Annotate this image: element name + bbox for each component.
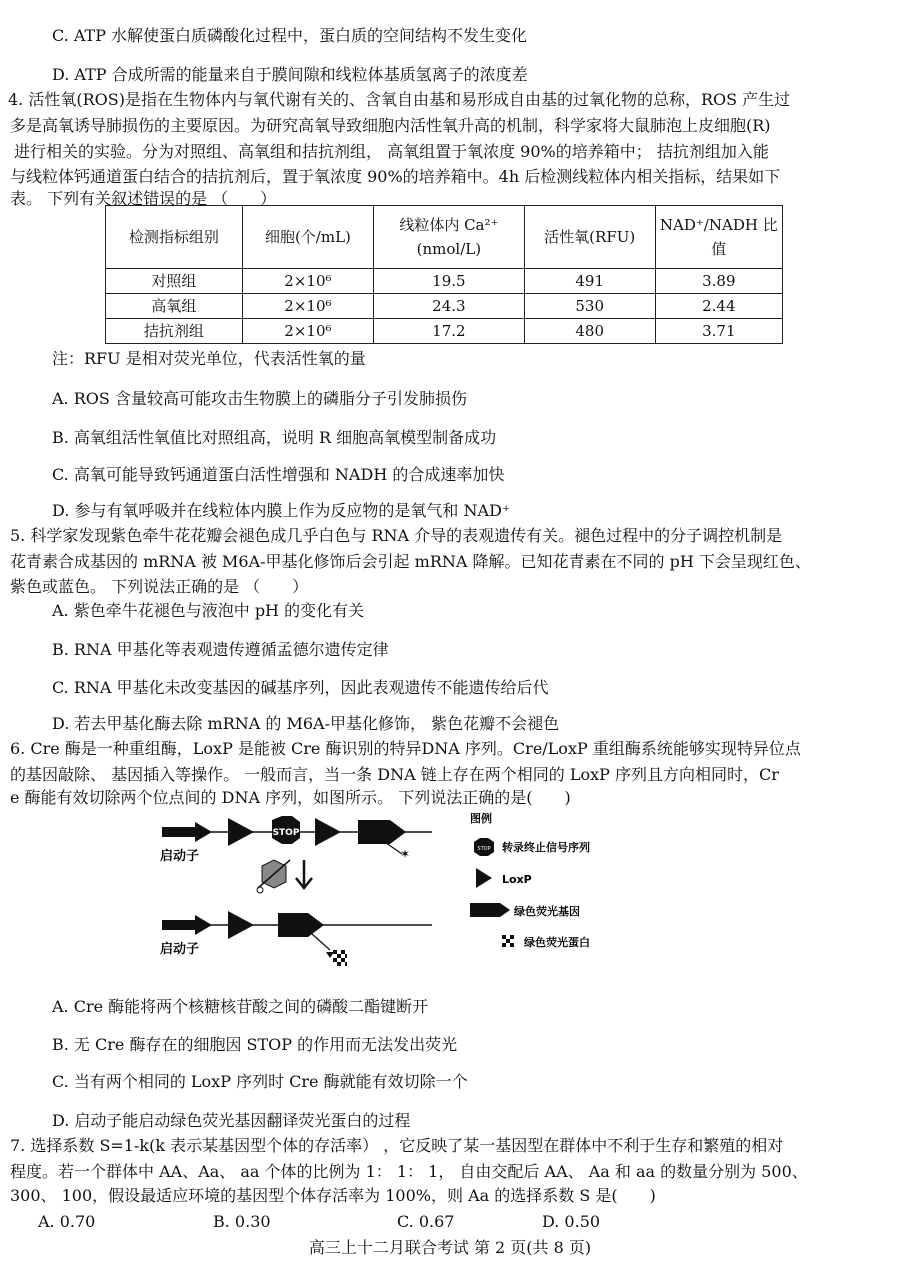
page-footer: 高三上十二月联合考试 第 2 页(共 8 页) <box>308 1238 592 1257</box>
gfp-protein-icon <box>333 950 347 966</box>
q4-data-table <box>105 205 783 344</box>
q7-option-b: B. 0.30 <box>213 1212 271 1231</box>
cre-enzyme-icon <box>257 860 290 893</box>
q5-stem-line-3: 紫色或蓝色。 下列说法正确的是 （ ） <box>10 577 309 596</box>
q4-option-a: A. ROS 含量较高可能攻击生物膜上的磷脂分子引发肺损伤 <box>52 389 467 408</box>
q5-option-a: A. 紫色牵牛花褪色与液泡中 pH 的变化有关 <box>52 601 365 620</box>
legend-loxp-icon <box>476 868 492 888</box>
table-cell: 24.3 <box>373 294 524 319</box>
table-row <box>106 269 783 294</box>
cre-loxp-figure <box>150 810 620 980</box>
table-cell: 拮抗剂组 <box>106 319 243 344</box>
q5-option-d: D. 若去甲基化酶去除 mRNA 的 M6A-甲基化修饰， 紫色花瓣不会褪色 <box>52 714 560 733</box>
legend-gene-icon <box>470 903 510 917</box>
table-cell: 491 <box>524 269 655 294</box>
legend-title: 图例 <box>470 812 492 825</box>
table-cell: 2×10⁶ <box>242 269 373 294</box>
q4-stem-line-3: 进行相关的实验。分为对照组、高氧组和拮抗剂组， 高氧组置于氧浓度 90%的培养箱中； 拮抗剂组加入能 <box>14 142 769 161</box>
stop-label: STOP <box>272 828 300 838</box>
table-header-cell: NAD⁺/NADH 比值 <box>655 206 782 269</box>
table-header-cell: 活性氧(RFU) <box>524 206 655 269</box>
table-header-cell: 细胞(个/mL) <box>242 206 373 269</box>
promoter-arrow-icon <box>162 822 212 842</box>
loxp-icon <box>228 911 254 939</box>
q6-option-a: A. Cre 酶能将两个核糖核苷酸之间的磷酸二酯键断开 <box>52 997 429 1016</box>
q5-stem-line-1: 5. 科学家发现紫色牵牛花花瓣会褪色成几乎白色与 RNA 介导的表观遗传有关。褪色过程中的分子调控机制是 <box>10 526 783 545</box>
q6-option-c: C. 当有两个相同的 LoxP 序列时 Cre 酶就能有效切除一个 <box>52 1072 468 1091</box>
q7-stem-line-3: 300、 100，假设最适应环境的基因型个体存活率为 100%，则 Aa 的选择系数 S 是( ) <box>10 1186 656 1205</box>
q3-option-d: D. ATP 合成所需的能量来自于膜间隙和线粒体基质氢离子的浓度差 <box>52 65 528 84</box>
q4-stem-line-4: 与线粒体钙通道蛋白结合的拮抗剂后，置于氧浓度 90%的培养箱中。4h 后检测线粒体内相关指标，结果如下 <box>10 167 781 186</box>
q4-stem-line-1: 4. 活性氧(ROS)是指在生物体内与氧代谢有关的、含氧自由基和易形成自由基的过氧化物的总称，ROS 产生过 <box>8 90 791 109</box>
gfp-gene-icon <box>278 913 324 937</box>
q6-stem-line-3: e 酶能有效切除两个位点间的 DNA 序列，如图所示。 下列说法正确的是( ) <box>10 788 571 807</box>
table-header-cell: 线粒体内 Ca²⁺ (nmol/L) <box>373 206 524 269</box>
table-header-row <box>106 206 783 269</box>
table-header-cell: 检测指标组别 <box>106 206 243 269</box>
q6-option-b: B. 无 Cre 酶存在的细胞因 STOP 的作用而无法发出荧光 <box>52 1035 458 1054</box>
table-row <box>106 319 783 344</box>
table-cell: 2.44 <box>655 294 782 319</box>
blocked-mark-icon: ✶ <box>400 847 411 861</box>
table-cell: 19.5 <box>373 269 524 294</box>
q7-stem-line-1: 7. 选择系数 S=1-k(k 表示某基因型个体的存活率） ，它反映了某一基因型在群体中不利于生存和繁殖的相对 <box>10 1136 784 1155</box>
q4-option-b: B. 高氧组活性氧值比对照组高，说明 R 细胞高氧模型制备成功 <box>52 428 497 447</box>
table-cell: 3.71 <box>655 319 782 344</box>
legend-loxp-label: LoxP <box>502 873 532 886</box>
svg-text:STOP: STOP <box>477 846 491 852</box>
loxp-icon <box>228 818 254 846</box>
q5-option-c: C. RNA 甲基化未改变基因的碱基序列，因此表观遗传不能遗传给后代 <box>52 678 549 697</box>
table-cell: 480 <box>524 319 655 344</box>
q4-table-note: 注：RFU 是相对荧光单位，代表活性氧的量 <box>52 349 366 368</box>
q6-option-d: D. 启动子能启动绿色荧光基因翻译荧光蛋白的过程 <box>52 1111 411 1130</box>
table-cell: 2×10⁶ <box>242 319 373 344</box>
q7-option-a: A. 0.70 <box>38 1212 96 1231</box>
q4-stem-line-5: 表。 下列有关叙述错误的是 （ ） <box>10 189 277 208</box>
q5-stem-line-2: 花青素合成基因的 mRNA 被 M6A-甲基化修饰后会引起 mRNA 降解。已知花青素在不同的 pH 下会呈现红色、 <box>10 552 811 571</box>
table-cell: 对照组 <box>106 269 243 294</box>
q7-option-c: C. 0.67 <box>397 1212 455 1231</box>
table-cell: 3.89 <box>655 269 782 294</box>
q3-option-c: C. ATP 水解使蛋白质磷酸化过程中，蛋白质的空间结构不发生变化 <box>52 26 528 45</box>
table-cell: 530 <box>524 294 655 319</box>
legend-protein-label: 绿色荧光蛋白 <box>524 936 590 949</box>
loxp-icon <box>315 818 341 846</box>
q7-option-d: D. 0.50 <box>542 1212 601 1231</box>
q6-stem-line-2: 的基因敲除、 基因插入等操作。 一般而言，当一条 DNA 链上存在两个相同的 LoxP 序列且方向相同时，Cr <box>10 765 779 784</box>
table-row <box>106 294 783 319</box>
table-cell: 17.2 <box>373 319 524 344</box>
q7-stem-line-2: 程度。若一个群体中 AA、Aa、 aa 个体的比例为 1： 1： 1， 自由交配后 AA、 Aa 和 aa 的数量分别为 500、 <box>10 1162 808 1181</box>
legend-gene-label: 绿色荧光基因 <box>514 905 580 918</box>
promoter-label-top: 启动子 <box>160 849 200 864</box>
legend-stop-label: 转录终止信号序列 <box>502 841 590 854</box>
promoter-label-bottom: 启动子 <box>160 942 200 957</box>
legend-protein-icon <box>502 935 514 947</box>
q4-stem-line-2: 多是高氧诱导肺损伤的主要原因。为研究高氧导致细胞内活性氧升高的机制，科学家将大鼠肺泡上皮细胞(R) <box>10 116 771 135</box>
q5-option-b: B. RNA 甲基化等表观遗传遵循孟德尔遗传定律 <box>52 640 389 659</box>
q4-option-c: C. 高氧可能导致钙通道蛋白活性增强和 NADH 的合成速率加快 <box>52 465 505 484</box>
table-cell: 2×10⁶ <box>242 294 373 319</box>
q6-stem-line-1: 6. Cre 酶是一种重组酶，LoxP 是能被 Cre 酶识别的特异DNA 序列。Cre/LoxP 重组酶系统能够实现特异位点 <box>10 739 801 758</box>
table-cell: 高氧组 <box>106 294 243 319</box>
promoter-arrow-icon <box>162 915 212 935</box>
q4-option-d: D. 参与有氧呼吸并在线粒体内膜上作为反应物的是氧气和 NAD⁺ <box>52 501 511 520</box>
